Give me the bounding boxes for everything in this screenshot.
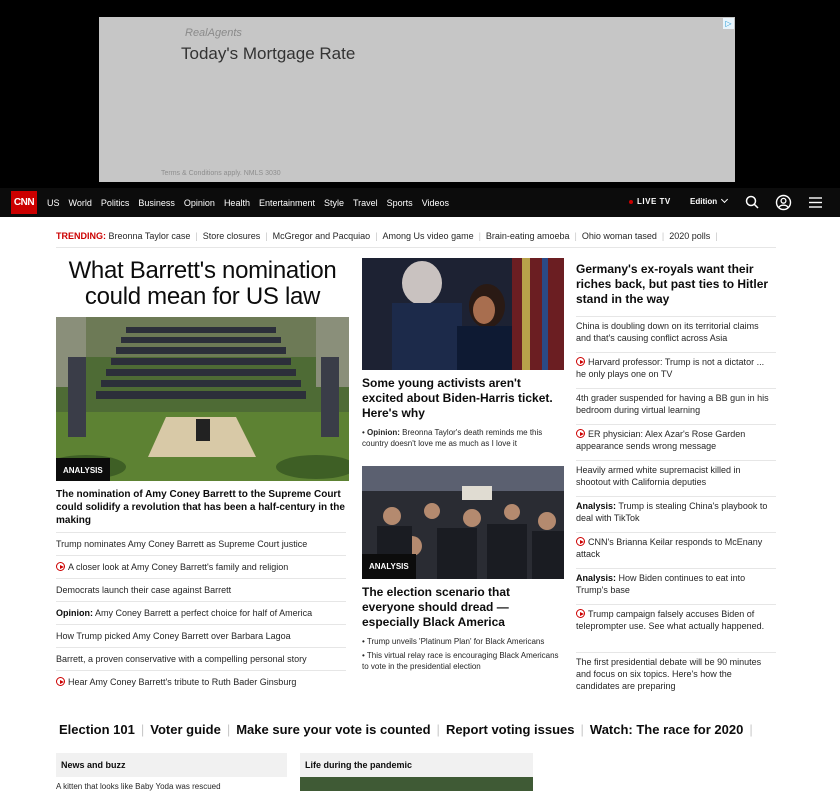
story-sublink[interactable]: • This virtual relay race is encouraging Black Americans to vote in the presidential election xyxy=(362,651,559,671)
list-item-text: How Trump picked Amy Coney Barrett over Barbara Lagoa xyxy=(56,631,291,641)
trending-bar: TRENDING: Breonna Taylor case | Store closures | McGregor and Pacquiao | Among Us video game | Brain-eating amoeba | Ohio woman tased | 2020 polls | xyxy=(56,231,718,241)
list-item[interactable] xyxy=(576,460,776,496)
section-header-pandemic[interactable]: Life during the pandemic xyxy=(300,753,533,777)
ad-fine-print: Terms & Conditions apply. NMLS 3030 xyxy=(161,170,281,177)
nav-link-entertainment[interactable]: Entertainment xyxy=(258,197,315,208)
list-item[interactable] xyxy=(576,352,776,388)
edition-label: Edition xyxy=(690,197,718,206)
trending-item[interactable]: Breonna Taylor case xyxy=(108,231,191,241)
list-item[interactable] xyxy=(576,568,776,604)
nav-link-business[interactable]: Business xyxy=(138,197,175,208)
list-item-text: China is doubling down on its territorial claims and that's causing conflict across Asia xyxy=(576,321,759,343)
list-item-text: Trump is stealing China's playbook to deal with TikTok xyxy=(576,501,768,523)
list-item[interactable] xyxy=(56,578,346,601)
video-play-icon xyxy=(576,537,585,546)
top-nav xyxy=(0,188,840,217)
protest-image[interactable] xyxy=(362,466,564,579)
user-icon[interactable] xyxy=(775,194,792,211)
list-item-text: Barrett, a proven conservative with a compelling personal story xyxy=(56,654,307,664)
sublink-text: Trump unveils 'Platinum Plan' for Black Americans xyxy=(366,637,545,646)
video-play-icon xyxy=(576,429,585,438)
nav-link-health[interactable]: Health xyxy=(223,197,250,208)
list-item-text: The first presidential debate will be 90 minutes and focus on six topics. Here's how the candidates are preparing xyxy=(576,657,762,691)
election-link[interactable]: Voter guide xyxy=(150,722,221,737)
analysis-badge: ANALYSIS xyxy=(362,554,416,579)
nav-link-sports[interactable]: Sports xyxy=(386,197,413,208)
list-item-text: ER physician: Alex Azar's Rose Garden appearance sends wrong message xyxy=(576,429,746,451)
section-header-news-buzz[interactable]: News and buzz xyxy=(56,753,287,777)
story-sublink[interactable]: • Trump unveils 'Platinum Plan' for Black Americans xyxy=(362,637,545,646)
video-play-icon xyxy=(576,609,585,618)
lead-image[interactable] xyxy=(56,317,349,481)
list-item[interactable] xyxy=(56,624,346,647)
story-sublinks xyxy=(362,636,564,675)
list-item-text: How Biden continues to eat into Trump's base xyxy=(576,573,746,595)
list-item[interactable] xyxy=(576,316,776,352)
trending-item[interactable]: Ohio woman tased xyxy=(581,231,657,241)
biden-harris-photo xyxy=(362,258,564,370)
nav-link-opinion[interactable]: Opinion xyxy=(183,197,215,208)
list-item-text: Harvard professor: Trump is not a dictator ... he only plays one on TV xyxy=(576,357,765,379)
list-item-text: Trump nominates Amy Coney Barrett as Supreme Court justice xyxy=(56,539,308,549)
right-headline-list xyxy=(576,316,776,700)
list-item[interactable] xyxy=(56,555,346,578)
sublink-text: This virtual relay race is encouraging Black Americans to vote in the presidential election xyxy=(362,651,559,671)
video-play-icon xyxy=(576,357,585,366)
ad-banner-area xyxy=(0,0,840,188)
trending-item[interactable]: Among Us video game xyxy=(382,231,474,241)
nav-link-travel[interactable]: Travel xyxy=(353,197,378,208)
list-item-text: Democrats launch their case against Barrett xyxy=(56,585,232,595)
nav-links xyxy=(47,188,458,217)
ad-headline[interactable]: Today's Mortgage Rate xyxy=(181,44,356,63)
biden-harris-image[interactable] xyxy=(362,258,564,370)
story-headline[interactable]: The election scenario that everyone should dread — especially Black America xyxy=(362,585,511,629)
live-tv-link[interactable] xyxy=(629,197,671,206)
list-item-text: Heavily armed white supremacist killed in shootout with California deputies xyxy=(576,465,741,487)
trending-item[interactable]: 2020 polls xyxy=(669,231,711,241)
election-link[interactable]: Report voting issues xyxy=(445,722,575,737)
trending-divider xyxy=(56,247,776,248)
lead-related-list xyxy=(56,532,346,693)
edition-dropdown[interactable] xyxy=(690,197,727,206)
list-item[interactable]: A kitten that looks like Baby Yoda was rescued xyxy=(56,782,221,791)
nav-link-us[interactable]: US xyxy=(47,197,60,208)
list-item-prefix: Analysis: xyxy=(576,501,617,511)
menu-icon[interactable] xyxy=(807,194,824,211)
election-link[interactable]: Election 101 xyxy=(59,722,135,737)
ad-box[interactable] xyxy=(99,17,735,182)
list-item-prefix: Analysis: xyxy=(576,573,617,583)
trending-item[interactable]: McGregor and Pacquiao xyxy=(272,231,371,241)
sublink-text: Breonna Taylor's death reminds me this country doesn't love me as much as I love it xyxy=(362,428,543,448)
nav-link-videos[interactable]: Videos xyxy=(421,197,450,208)
trending-item[interactable]: Brain-eating amoeba xyxy=(485,231,570,241)
trending-item[interactable]: Store closures xyxy=(202,231,261,241)
pandemic-image[interactable] xyxy=(300,777,533,791)
list-item[interactable] xyxy=(576,604,776,652)
right-lead-headline[interactable]: Germany's ex-royals want their riches back, but past ties to Hitler stand in the way xyxy=(576,262,769,306)
list-item-text: A closer look at Amy Coney Barrett's family and religion xyxy=(68,562,289,572)
election-link[interactable]: Watch: The race for 2020 xyxy=(589,722,744,737)
sublink-prefix: Opinion: xyxy=(367,428,400,437)
nav-link-style[interactable]: Style xyxy=(323,197,344,208)
list-item[interactable] xyxy=(576,424,776,460)
list-item[interactable] xyxy=(576,496,776,532)
search-icon[interactable] xyxy=(744,194,761,211)
election-link[interactable]: Make sure your vote is counted xyxy=(236,722,431,737)
list-item-text: Hear Amy Coney Barrett's tribute to Ruth Bader Ginsburg xyxy=(68,677,297,687)
list-item-text: CNN's Brianna Keilar responds to McEnany attack xyxy=(576,537,763,559)
trending-label: TRENDING: xyxy=(56,231,106,241)
ad-choices-icon[interactable]: ▷ xyxy=(723,18,734,29)
chevron-down-icon xyxy=(721,196,728,203)
cnn-logo[interactable]: CNN xyxy=(11,191,37,214)
rose-garden-photo xyxy=(56,317,349,481)
list-item-text: Amy Coney Barrett a perfect choice for half of America xyxy=(95,608,313,618)
list-item-prefix: Opinion: xyxy=(56,608,93,618)
list-item-text: 4th grader suspended for having a BB gun in his bedroom during virtual learning xyxy=(576,393,769,415)
nav-link-politics[interactable]: Politics xyxy=(100,197,130,208)
list-item[interactable] xyxy=(576,388,776,424)
video-play-icon xyxy=(56,562,65,571)
list-item[interactable] xyxy=(56,601,346,624)
list-item[interactable] xyxy=(56,532,346,555)
list-item[interactable] xyxy=(576,652,776,700)
analysis-badge: ANALYSIS xyxy=(56,458,110,481)
list-item[interactable] xyxy=(576,532,776,568)
live-tv-label: LIVE TV xyxy=(637,197,671,206)
election-bar: Election 101 | Voter guide | Make sure your vote is counted | Report voting issues | Watch: The race for 2020 | xyxy=(59,722,753,737)
ad-brand: RealAgents xyxy=(185,27,242,39)
lead-title[interactable]: What Barrett's nomination could mean for US law xyxy=(68,257,337,310)
live-dot-icon xyxy=(629,200,633,204)
list-item[interactable] xyxy=(56,647,346,670)
list-item[interactable] xyxy=(56,670,346,693)
story-sublink[interactable]: • Opinion: Breonna Taylor's death reminds me this country doesn't love me as much as I love it xyxy=(362,428,543,448)
list-item-text: Trump campaign falsely accuses Biden of teleprompter use. See what actually happened. xyxy=(576,609,765,631)
story-headline[interactable]: Some young activists aren't excited about Biden-Harris ticket. Here's why xyxy=(362,376,553,420)
lead-headline[interactable]: The nomination of Amy Coney Barrett to the Supreme Court could solidify a revolution that has been a half-century in the making xyxy=(56,489,345,526)
video-play-icon xyxy=(56,677,65,686)
nav-link-world[interactable]: World xyxy=(68,197,92,208)
